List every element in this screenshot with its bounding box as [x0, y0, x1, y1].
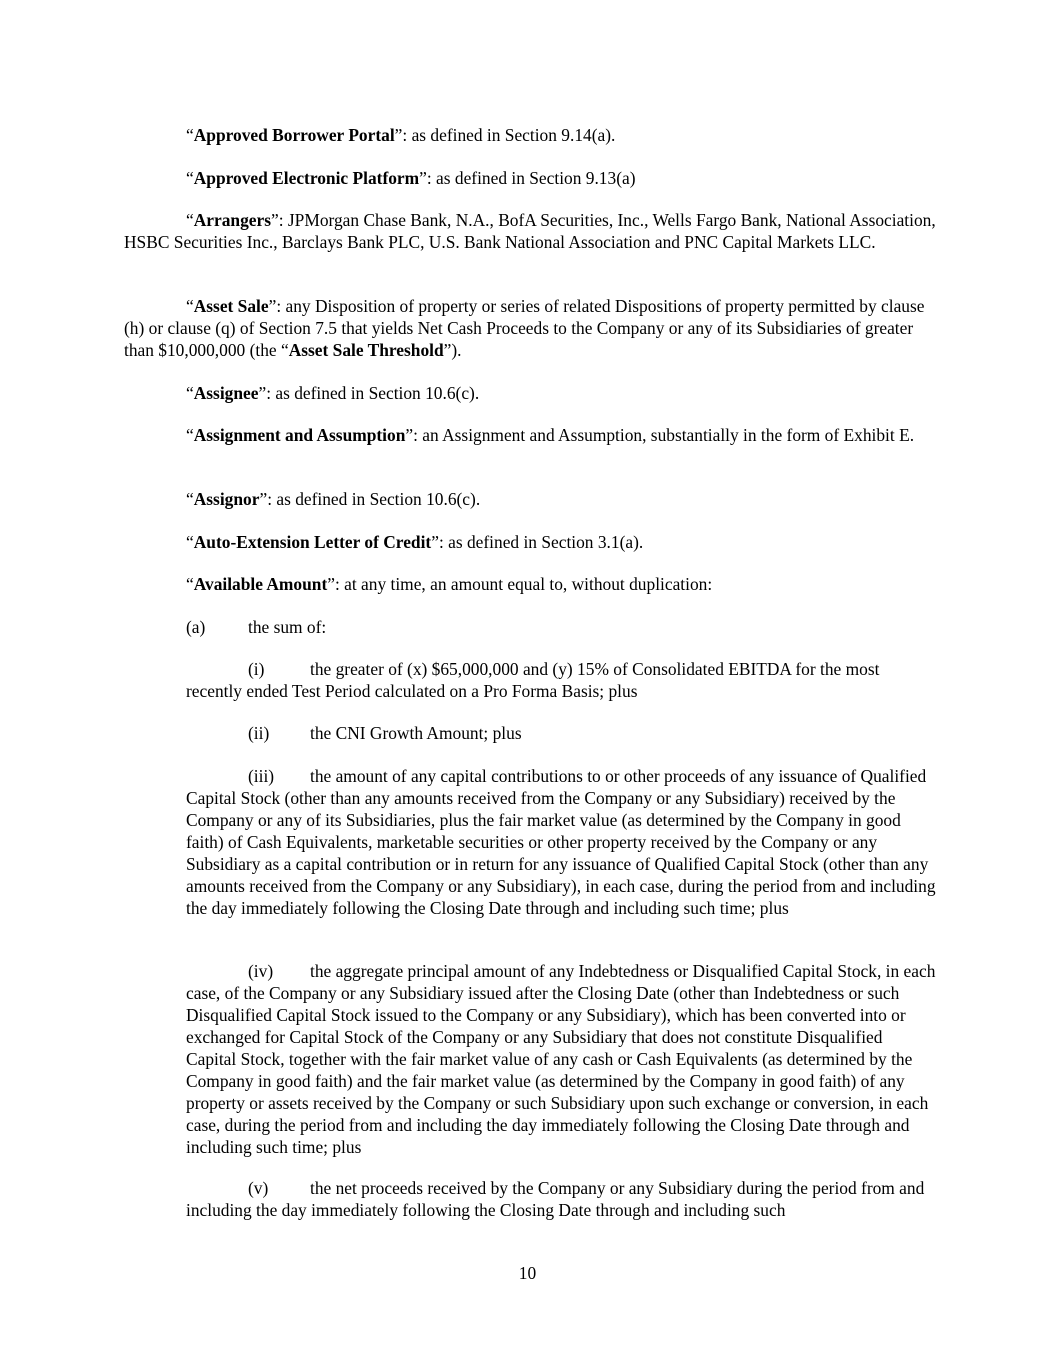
subclause-v [186, 1177, 936, 1221]
defined-term: Assignor [193, 489, 260, 509]
subclause-iv [186, 960, 936, 1158]
definition-approved-electronic-platform [124, 167, 936, 189]
defined-term: Approved Borrower Portal [193, 125, 395, 145]
subclause-text: the CNI Growth Amount; plus [310, 723, 522, 743]
page-number: 10 [518, 1263, 537, 1283]
definition-auto-extension-letter-of-credit [124, 531, 936, 553]
subclause-text: the amount of any capital contributions to or other proceeds of any issuance of Qualified Capital Stock (other than any amounts received from the Company or any Subsidiary) received by the Company or any of its Subsidiaries, plus the fair market value (as determined by the Company in good faith) of Cash Equivalents, marketable securities or other property received by the Company or any Subsidiary as a capital contribution or in return for any issuance of Qualified Capital Stock (other than any amounts received from the Company or any Subsidiary), in each case, during the period from and including the day immediately following the Closing Date through and including such time; plus [186, 766, 936, 918]
subclause-label: (iv) [248, 961, 274, 981]
close-quote: ” [271, 210, 279, 230]
defined-term: Assignment and Assumption [193, 425, 406, 445]
defined-term: Assignee [193, 383, 259, 403]
definition-tail: ”). [443, 340, 462, 360]
definition-assignment-and-assumption [124, 424, 936, 446]
definition-arrangers [124, 209, 936, 253]
clause-text: the sum of: [248, 617, 327, 637]
defined-term: Approved Electronic Platform [193, 168, 420, 188]
open-quote: “ [186, 383, 194, 403]
defined-term: Arrangers [193, 210, 271, 230]
defined-term-inner: Asset Sale Threshold [288, 340, 444, 360]
open-quote: “ [186, 210, 194, 230]
definition-approved-borrower-portal [124, 124, 936, 146]
subclause-text: the aggregate principal amount of any Indebtedness or Disqualified Capital Stock, in each case, of the Company or any Subsidiary issued after the Closing Date (other than Indebtedness or such Disqualified Capital Stock issued to the Company or any Subsidiary), which has been converted into or exchanged for Capital Stock of the Company or any Subsidiary that does not constitute Disqualified Capital Stock, together with the fair market value of any cash or Cash Equivalents (as determined by the Company in good faith) and the fair market value (as determined by the Company in good faith) of any property or assets received by the Company or such Subsidiary upon such exchange or conversion, in each case, during the period from and including the day immediately following the Closing Date through and including such time; plus [186, 961, 936, 1157]
definition-text: : as defined in Section 10.6(c). [266, 383, 480, 403]
subclause-label: (ii) [248, 723, 270, 743]
subclause-i [186, 658, 936, 702]
definition-text: : any Disposition of property or series of related Dispositions of property permitted by clause (h) or clause (q) of Section 7.5 that yields Net Cash Proceeds to the Company or any of its Subsidiaries of greater than $10,000,000 (the “ [124, 296, 925, 360]
defined-term: Available Amount [193, 574, 328, 594]
subclause-label: (v) [248, 1178, 269, 1198]
close-quote: ” [431, 532, 439, 552]
close-quote: ” [419, 168, 427, 188]
close-quote: ” [327, 574, 335, 594]
close-quote: ” [259, 489, 268, 509]
definition-text: : as defined in Section 9.13(a) [426, 168, 636, 188]
subclause-iii [186, 765, 936, 919]
open-quote: “ [186, 574, 194, 594]
definition-assignor [124, 488, 936, 510]
definition-text: : JPMorgan Chase Bank, N.A., BofA Securities, Inc., Wells Fargo Bank, National Association, HSBC Securities Inc., Barclays Bank PLC, U.S. Bank National Association and PNC Capital Markets LLC. [124, 210, 936, 252]
definition-text: : as defined in Section 3.1(a). [438, 532, 644, 552]
subclause-label: (i) [248, 659, 265, 679]
open-quote: “ [186, 532, 194, 552]
open-quote: “ [186, 168, 194, 188]
definition-text: : at any time, an amount equal to, without duplication: [334, 574, 713, 594]
subclause-text: the net proceeds received by the Company or any Subsidiary during the period from and including the day immediately following the Closing Date through and including such [186, 1178, 925, 1220]
defined-term: Auto-Extension Letter of Credit [193, 532, 432, 552]
subclause-ii [186, 722, 936, 744]
definition-text: : as defined in Section 10.6(c). [267, 489, 481, 509]
open-quote: “ [186, 489, 194, 509]
subclause-text: the greater of (x) $65,000,000 and (y) 15% of Consolidated EBITDA for the most recently ended Test Period calculated on a Pro Forma Basis; plus [186, 659, 880, 701]
close-quote: ” [405, 425, 414, 445]
open-quote: “ [186, 125, 194, 145]
open-quote: “ [186, 296, 194, 316]
definition-available-amount [124, 573, 936, 595]
subclause-label: (iii) [248, 766, 275, 786]
definition-text: : an Assignment and Assumption, substantially in the form of Exhibit E. [413, 425, 915, 445]
close-quote: ” [394, 125, 403, 145]
clause-a [186, 616, 936, 638]
clause-label: (a) [186, 617, 206, 637]
close-quote: ” [258, 383, 267, 403]
defined-term: Asset Sale [193, 296, 269, 316]
open-quote: “ [186, 425, 194, 445]
definition-assignee [124, 382, 936, 404]
definition-asset-sale [124, 295, 936, 361]
definition-text: : as defined in Section 9.14(a). [402, 125, 616, 145]
close-quote: ” [268, 296, 277, 316]
